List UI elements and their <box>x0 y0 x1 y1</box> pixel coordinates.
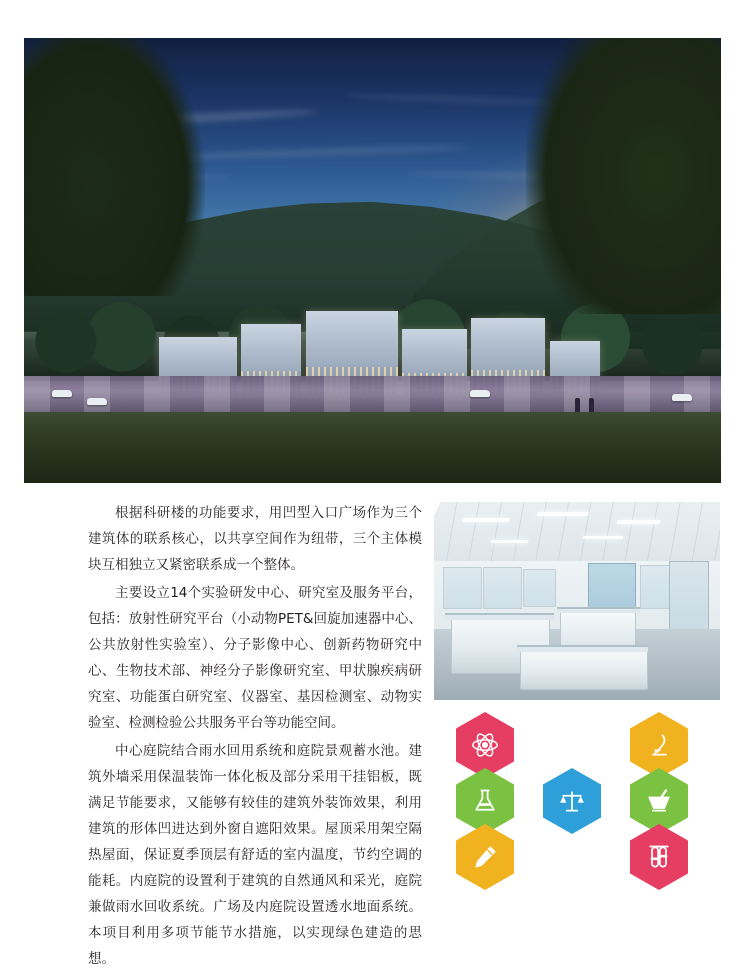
icon-cell-balance[interactable] <box>543 768 601 834</box>
foreground-tree-right <box>526 38 721 314</box>
balance-icon[interactable] <box>543 768 601 834</box>
paragraph-2: 主要设立14个实验研发中心、研究室及服务平台，包括：放射性研究平台（小动物PET&回旋加速器中心、公共放射性实验室）、分子影像中心、创新药物研究中心、生物技术部、神经分子影像研究室、甲状腺疾病研究室、功能蛋白研究室、仪器室、基因检测室、动物实验室、检测检验公共服务平台等功能空间。 <box>88 585 422 731</box>
car <box>87 398 107 405</box>
car <box>672 394 692 401</box>
ceiling-light <box>582 536 623 539</box>
bench-top <box>557 607 640 613</box>
laboratory-interior-photo <box>434 502 720 700</box>
bench-top <box>517 645 649 652</box>
ceiling-light <box>491 540 529 543</box>
ceiling-light <box>462 518 509 522</box>
icon-cell-test-tube[interactable] <box>630 824 688 890</box>
ceiling-light <box>536 512 589 516</box>
test-tube-icon[interactable] <box>630 824 688 890</box>
icon-cell-pipette[interactable] <box>456 824 514 890</box>
paragraph-3: 中心庭院结合雨水回用系统和庭院景观蓄水池。建筑外墙采用保温装饰一体化板及部分采用干挂铝板，既满足节能要求，又能够有较佳的建筑外装饰效果，利用建筑的形体凹进达到外窗自遮阳效果。屋顶采用架空隔热屋面，保证夏季顶层有舒适的室内温度，节约空调的能耗。内庭院的设置利于建筑的自然通风和采光，庭院兼做雨水回收系统。广场及内庭院设置透水地面系统。本项目利用多项节能节水措施，以实现绿色建造的思想。 <box>88 743 422 967</box>
bench-top <box>445 613 554 620</box>
pipette-icon[interactable] <box>456 824 514 890</box>
ceiling-light <box>616 520 660 524</box>
body-text-column <box>88 500 422 974</box>
wall-cabinet <box>523 569 556 607</box>
feature-icon-grid <box>434 712 720 890</box>
architectural-rendering-image <box>24 38 721 483</box>
foreground-lawn <box>24 412 721 483</box>
car <box>470 390 490 397</box>
wall-cabinet <box>443 567 482 609</box>
wall-cabinet <box>483 567 522 609</box>
paragraph-1: 根据科研楼的功能要求，用凹型入口广场作为三个建筑体的联系核心，以共享空间作为纽带，三个主体模块互相独立又紧密联系成一个整体。 <box>88 505 422 573</box>
lab-bench <box>520 649 648 691</box>
car <box>52 390 72 397</box>
foreground-tree-left <box>24 38 205 296</box>
